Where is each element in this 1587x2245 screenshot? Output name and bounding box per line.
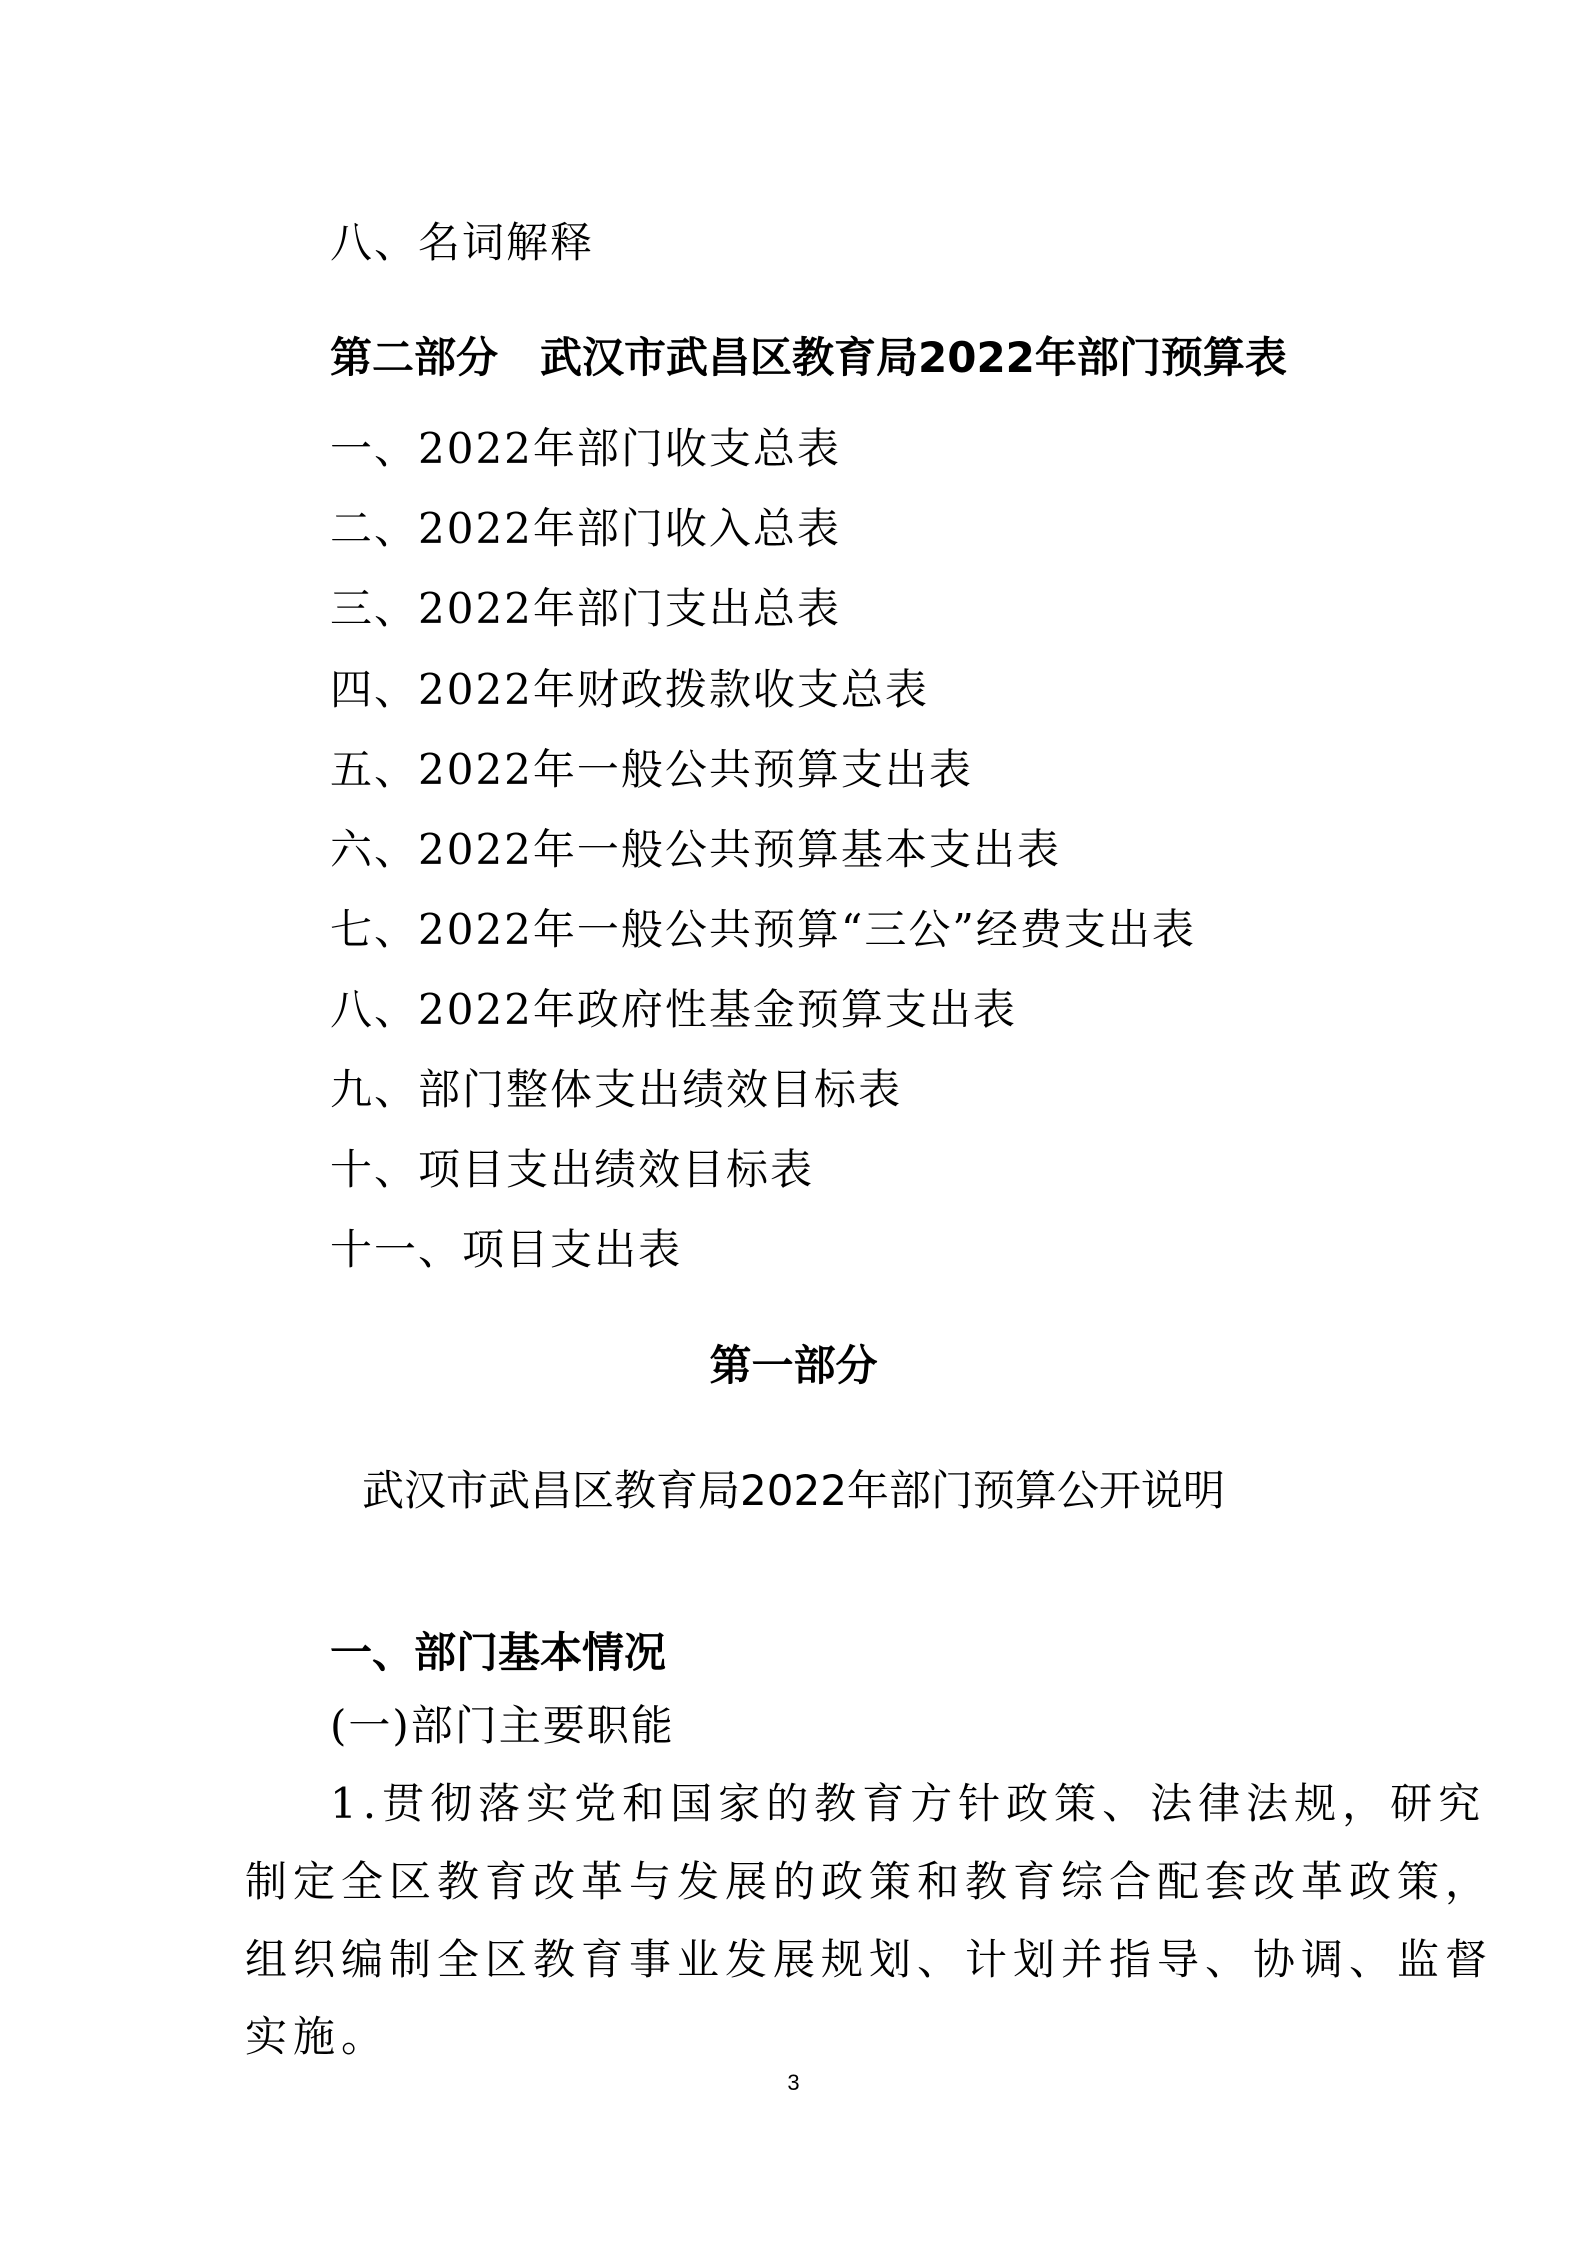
- toc-item: 六、2022年一般公共预算基本支出表: [330, 825, 1061, 874]
- paragraph-line: 组织编制全区教育事业发展规划、计划并指导、协调、监督: [245, 1935, 1494, 1984]
- section-heading: 一、部门基本情况: [330, 1628, 667, 1677]
- toc-item: 七、2022年一般公共预算“三公”经费支出表: [330, 905, 1196, 954]
- paragraph-line: 实施。: [245, 2012, 390, 2061]
- toc-item: 八、2022年政府性基金预算支出表: [330, 985, 1017, 1034]
- toc-item: 二、2022年部门收入总表: [330, 504, 841, 553]
- toc-item: 五、2022年一般公共预算支出表: [330, 745, 973, 794]
- toc-item: 九、部门整体支出绩效目标表: [330, 1065, 903, 1114]
- part1-label: 第一部分: [709, 1341, 878, 1390]
- toc-item-glossary: 八、名词解释: [330, 218, 595, 267]
- sub-heading: (一)部门主要职能: [330, 1701, 675, 1750]
- toc-item: 一、2022年部门收支总表: [330, 424, 841, 473]
- page-number: 3: [787, 2070, 800, 2095]
- toc-item: 十、项目支出绩效目标表: [330, 1145, 815, 1194]
- toc-item: 四、2022年财政拨款收支总表: [330, 665, 929, 714]
- paragraph-line: 制定全区教育改革与发展的政策和教育综合配套改革政策，: [245, 1857, 1494, 1906]
- part1-title: 武汉市武昌区教育局2022年部门预算公开说明: [362, 1466, 1225, 1515]
- toc-item: 十一、项目支出表: [330, 1225, 683, 1274]
- toc-item: 三、2022年部门支出总表: [330, 584, 841, 633]
- part2-title: 第二部分 武汉市武昌区教育局2022年部门预算表: [330, 333, 1287, 382]
- paragraph-line: 1.贯彻落实党和国家的教育方针政策、法律法规，研究: [330, 1779, 1487, 1828]
